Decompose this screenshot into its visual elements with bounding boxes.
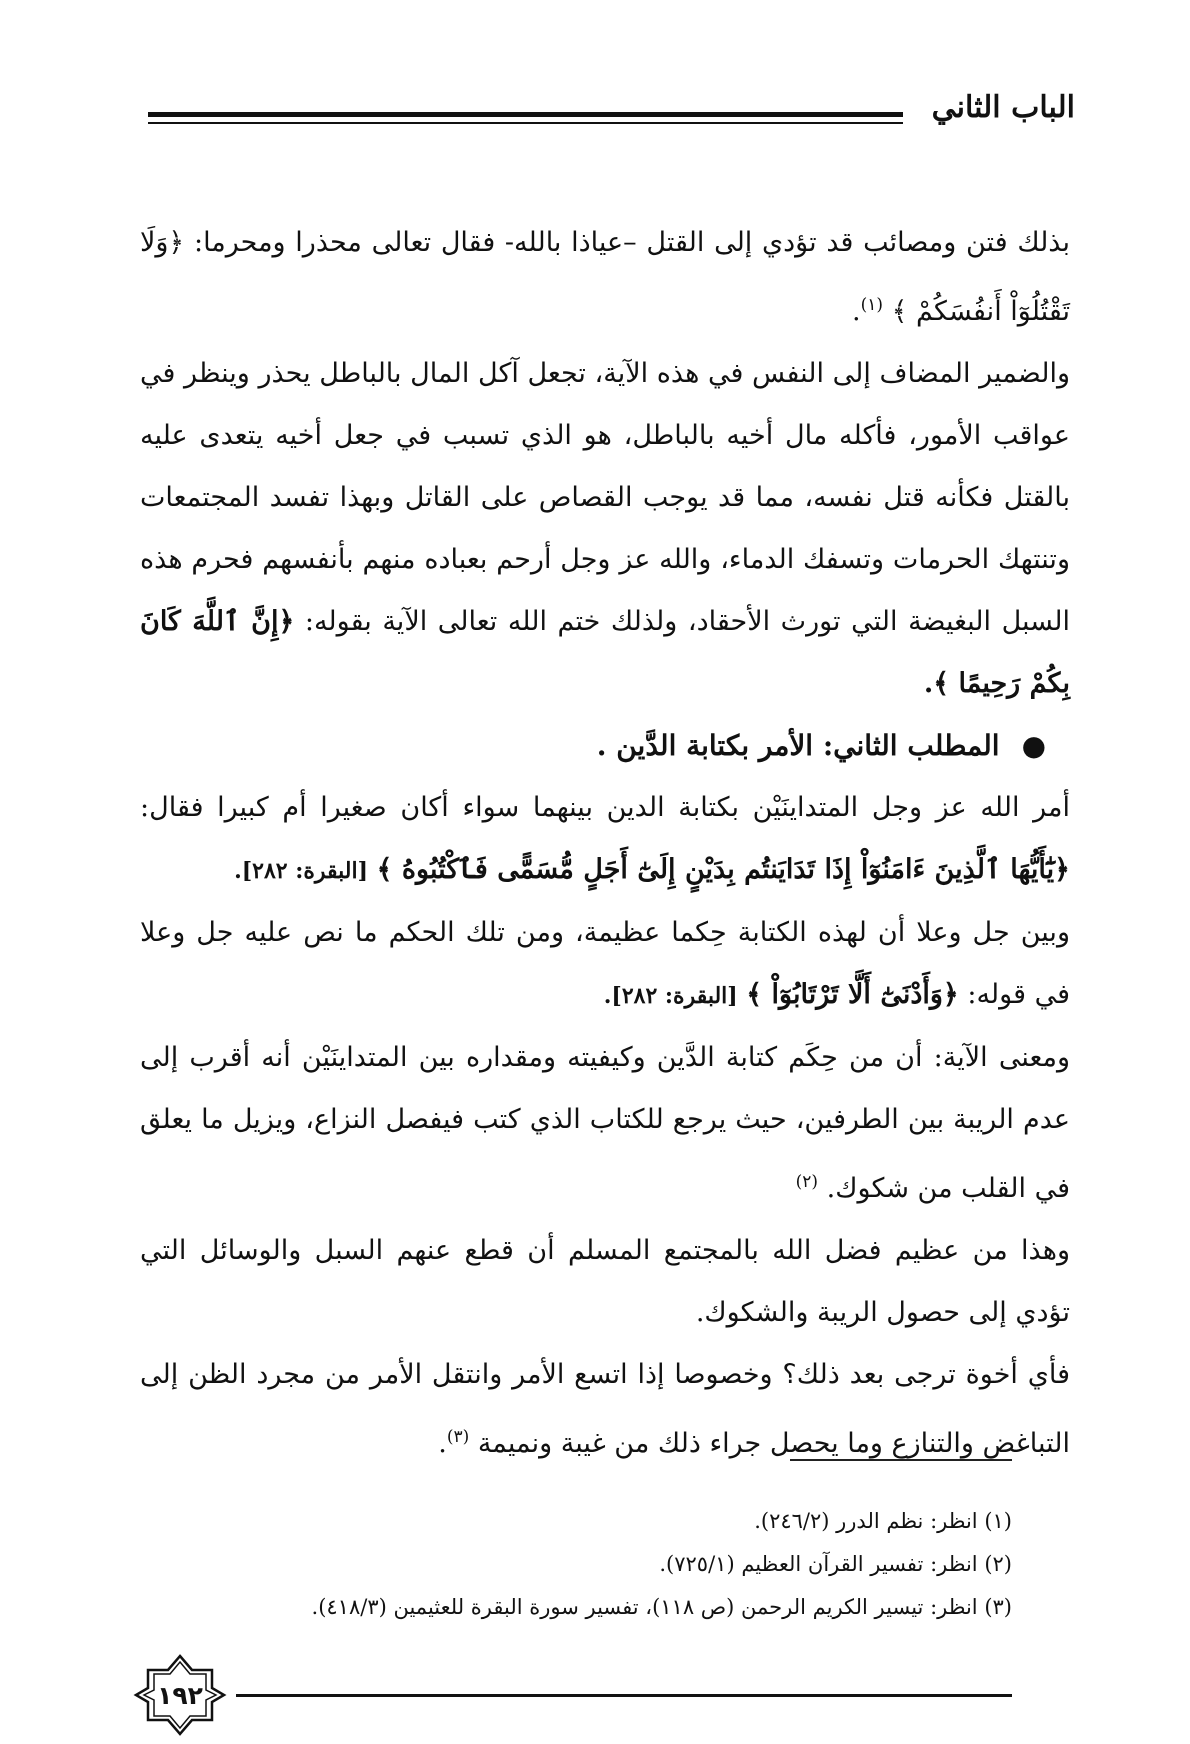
header-rule-thin [148,122,903,124]
quran-ref-1: [البقرة: ٢٨٢]. [234,858,369,884]
paragraph-7: فأي أخوة ترجى بعد ذلك؟ وخصوصا إذا اتسع الأمر وانتقل الأمر من مجرد الظن إلى التباغض والتنازع وما يحصل جراء ذلك من غيبة ونميمة $^{(٣)}$. [140,1359,1070,1459]
section-heading-text: المطلب الثاني: الأمر بكتابة الدَّين . [596,729,1000,762]
paragraph-5-text: ومعنى الآية: أن من حِكَم كتابة الدَّين وكيفيته ومقداره بين المتداينَيْن أنه أقرب إلى عدم الريبة بين الطرفين، حيث يرجع للكتاب الذي كتب فيفصل النزاع، ويزيل ما يعلق في القلب من شكوك. [140,1042,1070,1204]
paragraph-3 [140,777,1070,902]
page-number-badge [130,1650,230,1740]
paragraph-1: بذلك فتن ومصائب قد تؤدي إلى القتل –عياذا بالله- فقال تعالى محذرا ومحرما: ﴿وَلَا تَقْتُلُوٓاْ أَنفُسَكُمْ ﴾ $^{(١)}$. [140,227,1070,327]
paragraph-3-text: أمر الله عز وجل المتداينَيْن بكتابة الدين بينهما سواء أكان صغيرا أم كبيرا فقال: [140,792,1070,823]
paragraph-1-text: بذلك فتن ومصائب قد تؤدي إلى القتل –عياذا بالله- فقال تعالى محذرا ومحرما: ﴿وَلَا تَقْتُلُوٓاْ أَنفُسَكُمْ ﴾ [140,227,1070,327]
footnote-3: (٣) انظر: تيسير الكريم الرحمن (ص ١١٨)، تفسير سورة البقرة للعثيمين (٤١٨/٣). [311,1595,1012,1619]
footnote-ref-2: (٢) [795,1172,819,1192]
footnote-2: (٢) انظر: تفسير القرآن العظيم (٧٢٥/١). [659,1552,1012,1576]
paragraph-7-text: فأي أخوة ترجى بعد ذلك؟ وخصوصا إذا اتسع الأمر وانتقل الأمر من مجرد الظن إلى التباغض والتنازع وما يحصل جراء ذلك من غيبة ونميمة [140,1359,1070,1459]
paragraph-5 [140,1027,1070,1220]
footnotes [112,1500,1012,1629]
bullet-icon: ● [1021,729,1046,762]
footnote-separator [790,1459,1012,1461]
paragraph-2 [140,343,1070,715]
paragraph-4-text: وبين جل وعلا أن لهذه الكتابة حِكما عظيمة، ومن تلك الحكم ما نص عليه جل وعلا في قوله: [140,917,1070,1010]
quran-ref-2: [البقرة: ٢٨٢]. [603,983,738,1009]
paragraph-6 [140,1220,1070,1344]
quran-verse-doubt: ﴿وَأَدْنَىٰٓ أَلَّا تَرْتَابُوٓاْ ﴾ [746,979,959,1010]
footnote-ref-1: (١) [860,295,884,315]
header-rule-thick [148,112,903,117]
paragraph-2-text: والضمير المضاف إلى النفس في هذه الآية، تجعل آكل المال بالباطل يحذر وينظر في عواقب الأمور، فأكله مال أخيه بالباطل، هو الذي تسبب في جعل أخيه يتعدى عليه بالقتل فكأنه قتل نفسه، مما قد يوجب القصاص على القاتل وبهذا تفسد المجتمعات وتنتهك الحرمات وتسفك الدماء، والله عز وجل أرحم بعباده منهم بأنفسهم فحرم هذه السبل البغيضة التي تورث الأحقاد، ولذلك ختم الله تعالى الآية بقوله: [140,358,1070,637]
footnote-ref-3: (٣) [446,1427,470,1447]
chapter-title: الباب الثاني [931,90,1075,125]
paragraph-4 [140,902,1070,1027]
footnote-1: (١) انظر: نظم الدرر (٢٤٦/٢). [754,1509,1012,1533]
paragraph-6-text: وهذا من عظيم فضل الله بالمجتمع المسلم أن قطع عنهم السبل والوسائل التي تؤدي إلى حصول الريبة والشكوك. [140,1235,1070,1328]
section-heading [140,715,1070,777]
page-number: ١٩٢ [157,1680,203,1710]
footer-rule [236,1694,1012,1697]
quran-verse-debt: ﴿يَٰٓأَيُّهَا ٱلَّذِينَ ءَامَنُوٓاْ إِذَا تَدَايَنتُم بِدَيْنٍ إِلَىٰٓ أَجَلٍ مُّسَمًّى فَٱكْتُبُوهُ ﴾ [376,854,1070,885]
quran-verse-rahim: ﴿إِنَّ ٱللَّهَ كَانَ بِكُمْ رَحِيمًا ﴾. [140,606,1070,699]
main-text [140,212,1070,1475]
